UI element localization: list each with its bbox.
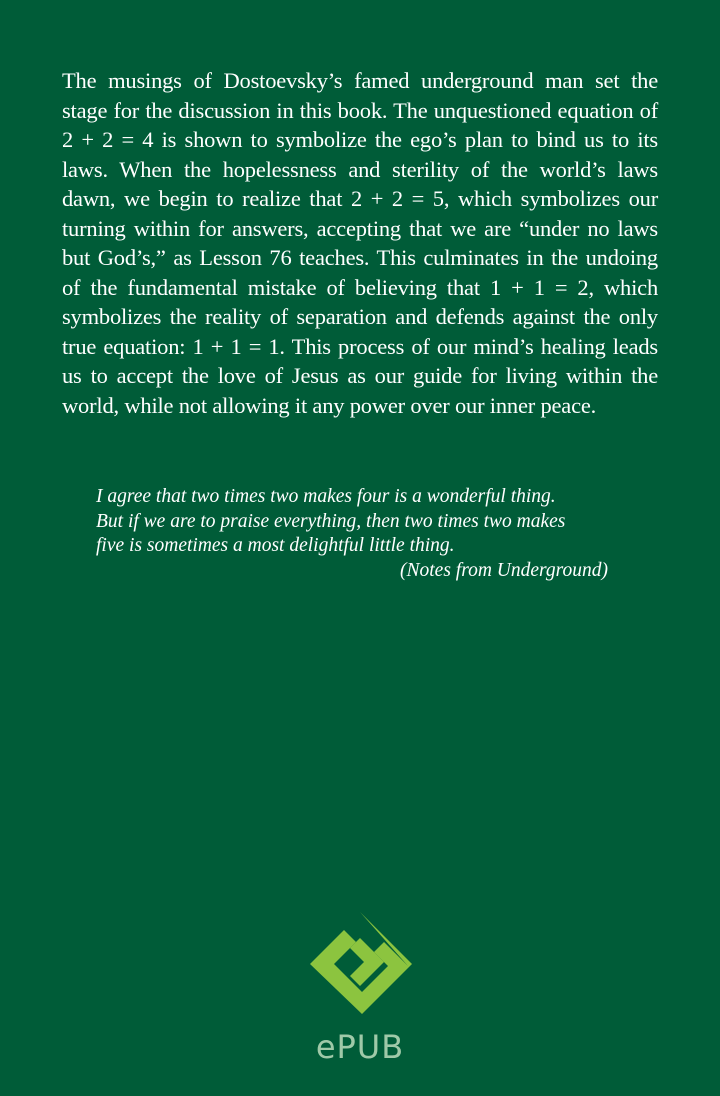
quote-line: five is sometimes a most delightful little thing.	[96, 535, 455, 556]
quote-source: (Notes from Underground)	[400, 559, 608, 581]
quote-line: But if we are to praise everything, then two times two makes	[96, 510, 566, 532]
epub-logo-icon	[304, 908, 416, 1020]
quote-line: I agree that two times two makes four is a wonderful thing.	[96, 486, 556, 507]
epigraph-quote	[96, 485, 616, 583]
book-description: The musings of Dostoevsky’s famed underground man set the stage for the discussion in this book. The unquestioned equation of 2 + 2 = 4 is shown to symbolize the ego’s plan to bind us to its laws. When the hopelessness and sterility of the world’s laws dawn, we begin to realize that 2 + 2 = 5, which symbolizes our turning within for answers, accepting that we are “under no laws but God’s,” as Lesson 76 teaches. This culminates in the undoing of the fundamental mistake of believing that 1 + 1 = 2, which symbolizes the reality of separation and defends against the only true equation: 1 + 1 = 1. This process of our mind’s healing leads us to accept the love of Jesus as our guide for living within the world, while not allowing it any power over our inner peace.	[62, 68, 658, 418]
epub-label: ePUB	[315, 1028, 405, 1066]
